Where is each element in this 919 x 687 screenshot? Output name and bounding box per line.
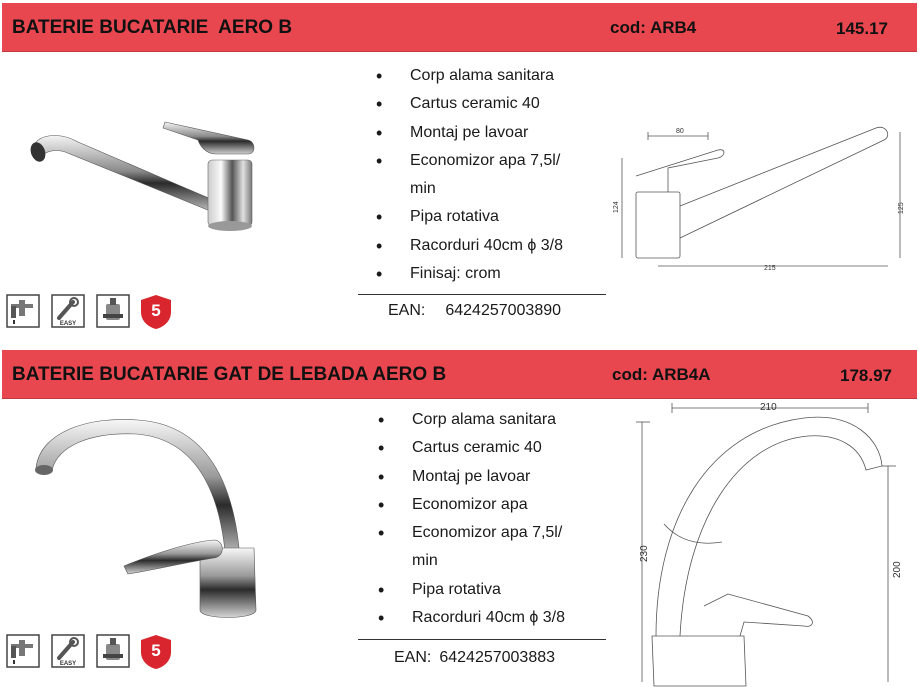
- ean-value: 6424257003883: [439, 649, 556, 666]
- dimension-label: 230: [639, 545, 650, 562]
- warranty-number: 5: [151, 301, 161, 320]
- dimension-label: 210: [760, 402, 777, 413]
- feature-item: • Cartus ceramic 40: [378, 434, 612, 462]
- feature-item: • Finisaj: crom: [376, 260, 610, 288]
- warranty-5-years-icon: [138, 634, 172, 668]
- product-code: cod: ARB4: [610, 18, 697, 37]
- product-price: 145.17: [836, 19, 888, 38]
- faucet-tap-icon: [6, 634, 40, 668]
- product-price: 178.97: [840, 366, 892, 385]
- product-title: BATERIE BUCATARIE AERO B: [12, 17, 293, 38]
- feature-item: • Economizor apa: [378, 491, 612, 519]
- dimension-label: 215: [764, 265, 776, 272]
- icon-easy-text: EASY: [59, 661, 77, 667]
- warranty-number: 5: [151, 641, 161, 660]
- technical-drawing: [628, 400, 913, 687]
- technical-drawing: [608, 118, 908, 278]
- faucet-tap-icon: [6, 294, 40, 328]
- dimension-label: 200: [892, 561, 903, 578]
- wrench-easy-icon: [51, 634, 85, 668]
- product-photo: [20, 110, 270, 240]
- feature-list: [376, 62, 610, 288]
- ean-code: [394, 649, 555, 667]
- wrench-easy-icon: [51, 294, 85, 328]
- feature-item: • Racorduri 40cm ϕ 3/8: [376, 232, 610, 260]
- ean-value: 6424257003890: [445, 302, 562, 319]
- ean-label: EAN:: [388, 302, 426, 319]
- warranty-5-years-icon: [138, 294, 172, 328]
- feature-item: • Montaj pe lavoar: [378, 463, 612, 491]
- ean-label: EAN:: [394, 649, 432, 666]
- divider-line: [358, 294, 606, 295]
- product-header: [2, 350, 917, 399]
- cartridge-icon: [96, 634, 130, 668]
- product-code: cod: ARB4A: [612, 365, 711, 384]
- feature-item: • Pipa rotativa: [378, 576, 612, 604]
- icon-easy-text: EASY: [59, 321, 77, 327]
- cartridge-icon: [96, 294, 130, 328]
- product-title: BATERIE BUCATARIE GAT DE LEBADA AERO B: [12, 364, 447, 385]
- dimension-label: 124: [613, 201, 620, 213]
- feature-item: • Cartus ceramic 40: [376, 90, 610, 118]
- feature-item: • Racorduri 40cm ϕ 3/8: [378, 604, 612, 632]
- product-photo: [28, 410, 268, 630]
- feature-item: • Corp alama sanitara: [378, 406, 612, 434]
- feature-item: • Economizor apa 7,5l/ min: [378, 519, 582, 576]
- feature-item: • Corp alama sanitara: [376, 62, 610, 90]
- feature-item: • Pipa rotativa: [376, 203, 610, 231]
- dimension-label: 125: [898, 202, 905, 214]
- dimension-label: 80: [676, 128, 684, 135]
- feature-item: • Economizor apa 7,5l/ min: [376, 147, 580, 204]
- divider-line: [358, 639, 606, 640]
- feature-list: [378, 406, 612, 632]
- feature-item: • Montaj pe lavoar: [376, 119, 610, 147]
- product-header: [2, 3, 917, 52]
- ean-code: [388, 302, 561, 320]
